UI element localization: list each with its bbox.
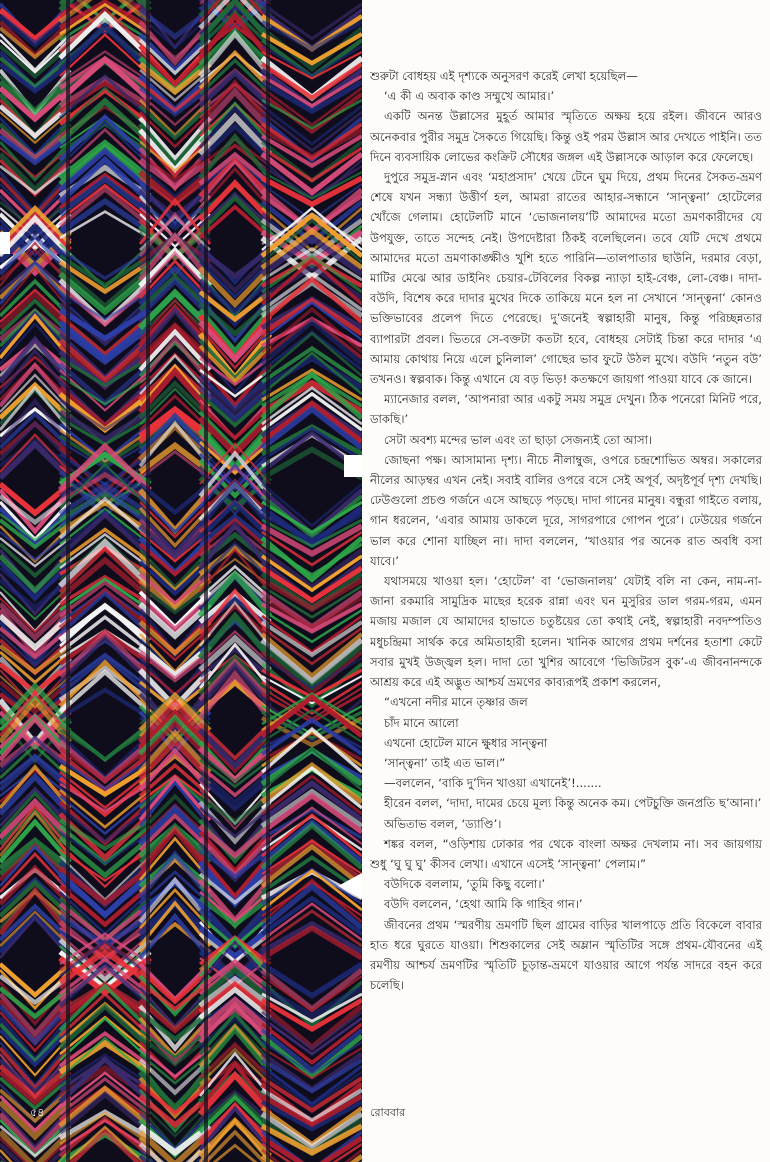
article-paragraph: ম্যানেজার বলল, ‘আপনারা আর একটু সময় সমুদ্র দেখুন। ঠিক পনেরো মিনিট পরে, ডাকছি।’ bbox=[370, 392, 762, 427]
article-paragraph: —বললেন, ‘বাকি দু’দিন খাওয়া এখানেই’!....... bbox=[384, 776, 602, 791]
article-paragraph: হীরেন বলল, ‘দাদা, দামের চেয়ে মূল্য কিন্তু অনেক কম। পেটচুক্তি জনপ্রতি ছ’আনা।’ bbox=[384, 796, 762, 811]
article-paragraph: শঙ্কর বলল, “ওড়িশায় ঢোকার পর থেকে বাংলা অক্ষর দেখলাম না। সব জায়গায় শুধু ‘ঘু ঘু ঘু’ কীসব লেখা। এখানে এসেই ‘সান্ত্বনা’ পেলাম।” bbox=[370, 836, 762, 871]
art-separator bbox=[204, 0, 208, 1162]
magazine-name: রোববার bbox=[370, 1106, 406, 1119]
article-paragraph: অভিতাভ বলল, ‘ড্যাণ্ডি’। bbox=[384, 816, 502, 831]
verse-line: ‘সান্ত্বনা’ তাই এত ভাল।” bbox=[384, 755, 506, 770]
edge-marker-white-right bbox=[344, 455, 362, 477]
article-paragraph: জোছনা পক্ষ। আসামান্য দৃশ্য। নীচে নীলাম্বুজ, ওপরে চন্দ্রশোভিত অম্বর। সকালের নীলের আড়ম্বর এখন নেই। সবাই বালির ওপরে বসে সেই অপূর্ব, অদৃষ্টপূর্ব দৃশ্য দেখছি। ঢেউগুলো প্রচণ্ড গর্জনে এসে আছড়ে পড়ছে। দাদা গানের মানুষ। বন্ধুরা গাইতে বলায়, গান ধরলেন, ‘এবার আমায় ডাকলে দূরে, সাগরপারে গোপন পুরে’। ঢেউয়ের গর্জনে ভাল করে শোনা যাচ্ছিল না। দাদা বললেন, ‘খাওয়ার পর অনেক রাত অবধি বসা যাবে।’ bbox=[370, 452, 762, 568]
art-stripe bbox=[60, 1135, 150, 1162]
abstract-artwork bbox=[0, 0, 362, 1162]
edge-marker-white bbox=[0, 232, 10, 254]
article-paragraph: জীবনের প্রথম ‘স্মরণীয় ভ্রমণটি ছিল গ্রামের বাড়ির খালপাড়ে প্রতি বিকেলে বাবার হাত ধরে ঘুরতে যাওয়া। শিশুকালের সেই অম্লান স্মৃতিটির সঙ্গে প্রথম-যৌবনের এই রমণীয় আশ্চর্য ভ্রমণটির স্মৃতিটি চূড়ান্ত-ভ্রমণে যাওয়ার আগে পর্যন্ত সাদরে বহন করে চলেছি। bbox=[370, 917, 762, 993]
artwork-canvas bbox=[0, 0, 362, 1162]
article-paragraph: দুপুরে সমুদ্র-স্নান এবং ‘মহাপ্রসাদ’ খেয়ে টেনে ঘুম দিয়ে, প্রথম দিনের সৈকত-ভ্রমণ শেষে যখন সন্ধ্যা উত্তীর্ণ হল, আমরা রাতের আহার-সন্ধানে ‘সান্ত্বনা’ হোটেলের খোঁজে গেলাম। হোটেলটি মানে ‘ভোজনালয়’টি আমাদের মতো ভ্রমণকারীদের যে উপযুক্ত, তাতে সন্দেহ নেই। উপদেষ্টারা ঠিকই বলেছিলেন। তবে যেটি দেখে প্রথমে আমাদের মতো ভ্রমণাকাঙ্ক্ষীও খুশি হতে পারিনি—তালপাতার ছাউনি, দরমার বেড়া, মাটির মেঝে আর ডাইনিং চেয়ার-টেবিলের বিকল্প ন্যাড়া হাই-বেঞ্চ, লো-বেঞ্চ। দাদা-বউদি, বিশেষ করে দাদার মুখের দিকে তাকিয়ে মনে হল না সেখানে ‘সান্ত্বনা’ কোনও ভক্তিভাবের প্রলেপ দিতে পেরেছে। দু’জনেই স্বল্পাহারী মানুষ, কিন্তু পরিচ্ছন্নতার ব্যাপারটা প্রবল। ভিতরে সে-বক্তটা কতটা হবে, বোধহয় সেটাই চিন্তা করে দাদার ‘এ আমায় কোথায় নিয়ে এলে চুনিলাল’ গোছের ভাব ফুটে উঠল মুখে। বউদি ‘নতুন বউ’ তখনও। স্বল্পবাক। কিন্তু এখানে যে বড় ভিড়! কতক্ষণে জায়গা পাওয়া যাবে কে জানে। bbox=[370, 170, 762, 387]
art-separator bbox=[266, 0, 270, 1162]
page-number: ৫৪ bbox=[30, 1106, 45, 1119]
article-paragraph: ‘এ কী এ অবাক কাণ্ড সম্মুখে আমার।’ bbox=[384, 89, 555, 104]
article-body bbox=[370, 66, 762, 995]
article-paragraph: যথাসময়ে খাওয়া হল। ‘হোটেল’ বা ‘ভোজনালয়’ যেটাই বলি না কেন, নাম-না-জানা রকমারি সামুদ্রিক মাছের হরেক রান্না এবং ঘন মুসুরির ডাল গরম-গরম, এমন মজায় মজাল যে আমাদের হাভাতে চতুষ্টয়ের তো কথাই নেই, স্বল্পাহারী নবদম্পতিও মধুচন্দ্রিমা সার্থক করে অমিতাহারী হলেন। খানিক আগের প্রথম দর্শনের হতাশা কেটে সবার মুখই উজ্জ্বল হল। দাদা তো খুশির আবেগে ‘ভিজিটরস বুক’-এ জীবনানন্দকে আশ্রয় করে এই অদ্ভুত আশ্চর্য ভ্রমণের কাব্যরূপই প্রকাশ করলেন, bbox=[370, 574, 762, 690]
verse-line: “এখনো নদীর মানে তৃষ্ণার জল bbox=[384, 695, 528, 710]
article-paragraph: একটি অনন্ত উল্লাসের মুহূর্ত আমার স্মৃতিতে অক্ষয় হয়ে রইল। জীবনে আরও অনেকবার পুরীর সমুদ্র সৈকতে গিয়েছি। কিন্তু ওই পরম উল্লাস আর দেখতে পাইনি। তত দিনে ব্যবসায়িক লোভের কংক্রিট সৌধের জঙ্গল এই উল্লাসকে আড়াল করে ফেলেছে। bbox=[370, 109, 762, 164]
article-paragraph: শুরুটা বোধহয় এই দৃশ্যকে অনুসরণ করেই লেখা হয়েছিল— bbox=[370, 69, 638, 83]
triangle-marker-icon bbox=[338, 873, 362, 899]
article-paragraph: সেটা অবশ্য মন্দের ভাল এবং তা ছাড়া সেজন্যই তো আসা। bbox=[384, 432, 653, 447]
article-paragraph: বউদিকে বললাম, ‘তুমি কিছু বলো।’ bbox=[384, 877, 546, 892]
art-separator bbox=[146, 0, 150, 1162]
verse-line: চাঁদ মানে আলো bbox=[384, 715, 459, 730]
art-separator bbox=[66, 0, 70, 1162]
article-paragraph: বউদি বললেন, ‘হেথা আমি কি গাহিব গান।’ bbox=[384, 897, 583, 912]
verse-line: এখনো হোটেল মানে ক্ষুধার সান্ত্বনা bbox=[384, 735, 548, 750]
